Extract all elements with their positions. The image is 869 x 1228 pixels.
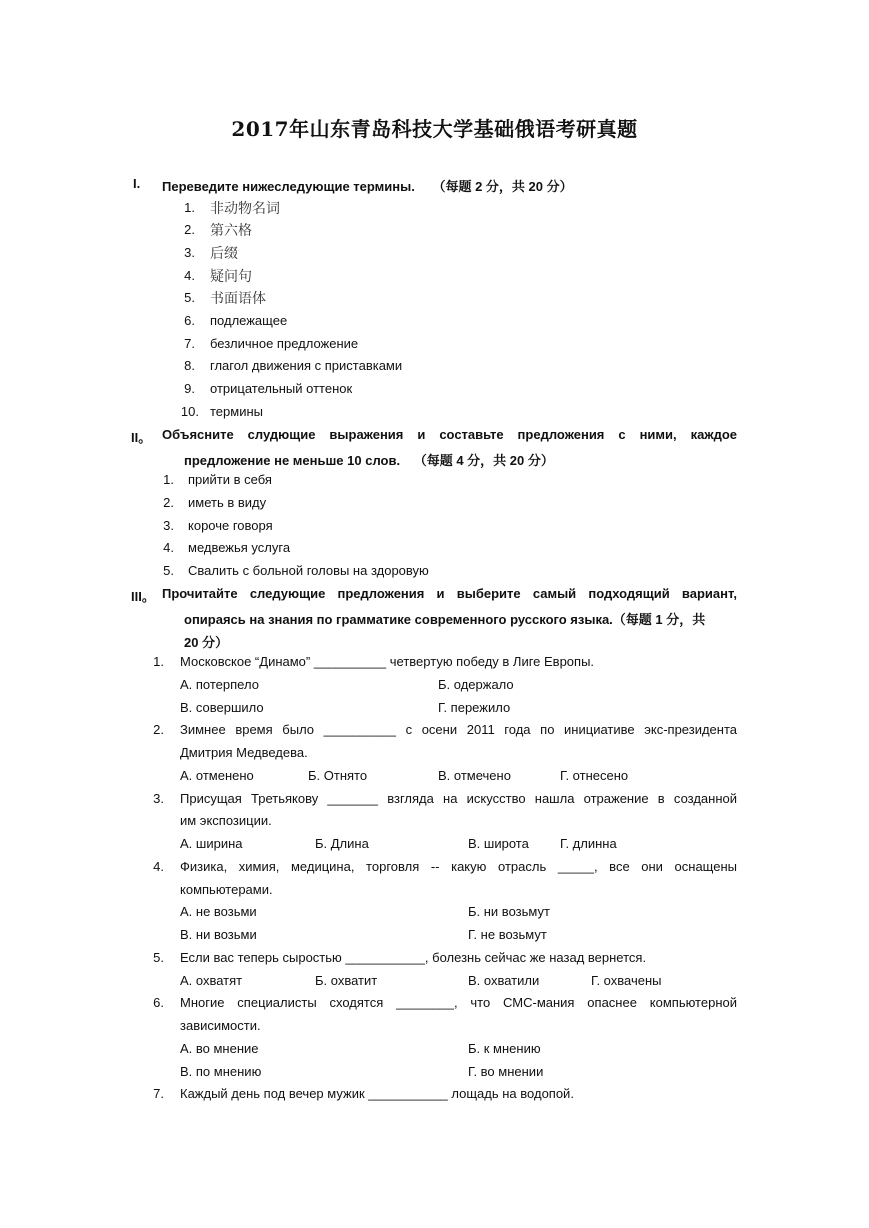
answer-option: А. отменено [180, 768, 254, 783]
answer-option: Б. Длина [315, 836, 369, 851]
list-item: 后缀 [210, 246, 238, 262]
question-text-continued: им экспозиции. [180, 813, 272, 828]
section-2-heading-line1: Объясните слудющие выражения и составьте предложения с ними, каждое [162, 427, 737, 442]
list-item-number: 6. [184, 313, 195, 328]
list-item-number: 2. [163, 495, 174, 510]
answer-option: А. во мнение [180, 1041, 259, 1056]
answer-option: А. ширина [180, 836, 243, 851]
list-item-number: 1. [184, 200, 195, 215]
question-text: Зимнее время было __________ с осени 2011 года по инициативе экс-президента [180, 722, 737, 737]
answer-option: Г. длинна [560, 836, 617, 851]
question-text: Многие специалисты сходятся ________, что СМС-мания опаснее компьютерной [180, 995, 737, 1010]
section-3-heading-line2: опираясь на знания по грамматике современного русского языка.（每题 1 分，共 [184, 612, 706, 627]
question-text: Если вас теперь сыростью ___________, болезнь сейчас же назад вернется. [180, 950, 647, 965]
section-1-heading [162, 176, 573, 195]
section-3-heading-line1: Прочитайте следующие предложения и выберите самый подходящий вариант, [162, 586, 737, 601]
question-text: Физика, химия, медицина, торговля -- какую отрасль _____, все они оснащены [180, 859, 737, 874]
list-item: отрицательный оттенок [210, 381, 353, 396]
list-item: 非动物名词 [210, 201, 280, 217]
section-3-number: III。 [131, 589, 155, 604]
question-number: 2. [153, 722, 164, 737]
list-item-number: 3. [163, 518, 174, 533]
page-title: 2017年山东青岛科技大学基础俄语考研真题 [231, 117, 638, 141]
answer-option: Г. охвачены [591, 973, 662, 988]
answer-option: Г. во мнении [468, 1064, 544, 1079]
question-text-continued: компьютерами. [180, 882, 273, 897]
list-item-number: 4. [184, 268, 195, 283]
question-number: 7. [153, 1086, 164, 1101]
list-item-number: 5. [163, 563, 174, 578]
question-number: 3. [153, 791, 164, 806]
list-item: 书面语体 [210, 291, 266, 307]
list-item-number: 7. [184, 336, 195, 351]
list-item: прийти в себя [188, 472, 272, 487]
answer-option: В. совершило [180, 700, 264, 715]
list-item: подлежащее [210, 313, 288, 328]
answer-option: Б. к мнению [468, 1041, 541, 1056]
answer-option: Г. не возьмут [468, 927, 547, 942]
section-1-score: （每题 2 分，共 20 分） [432, 179, 573, 194]
section-2-score: （每题 4 分，共 20 分） [413, 453, 554, 468]
list-item-number: 2. [184, 222, 195, 237]
list-item-number: 3. [184, 245, 195, 260]
list-item-number: 4. [163, 540, 174, 555]
section-2-instruction: предложение не меньше 10 слов. [184, 453, 401, 468]
section-2-number: II。 [131, 430, 152, 445]
list-item: 第六格 [210, 223, 252, 239]
answer-option: В. широта [468, 836, 529, 851]
list-item-number: 10. [180, 404, 199, 419]
list-item-number: 9. [184, 381, 195, 396]
answer-option: Б. Отнято [308, 768, 368, 783]
answer-option: А. не возьми [180, 904, 257, 919]
section-1-number: I. [133, 176, 141, 191]
question-number: 6. [153, 995, 164, 1010]
answer-option: В. по мнению [180, 1064, 262, 1079]
answer-option: В. охватили [468, 973, 540, 988]
question-text: Московское “Динамо” __________ четвертую победу в Лиге Европы. [180, 654, 595, 669]
answer-option: А. охватят [180, 973, 243, 988]
list-item-number: 1. [163, 472, 174, 487]
section-2-heading-line2 [184, 450, 554, 469]
answer-option: Б. одержало [438, 677, 514, 692]
answer-option: Г. пережило [438, 700, 511, 715]
question-text: Каждый день под вечер мужик ___________ лощадь на водопой. [180, 1086, 574, 1101]
list-item: термины [210, 404, 263, 419]
answer-option: Г. отнесено [560, 768, 629, 783]
question-number: 5. [153, 950, 164, 965]
answer-option: Б. ни возьмут [468, 904, 550, 919]
question-text-continued: зависимости. [180, 1018, 261, 1033]
list-item: Свалить с больной головы на здоровую [188, 563, 429, 578]
list-item-number: 5. [184, 290, 195, 305]
answer-option: В. ни возьми [180, 927, 257, 942]
question-text-continued: Дмитрия Медведева. [180, 745, 308, 760]
answer-option: Б. охватит [315, 973, 378, 988]
list-item: иметь в виду [188, 495, 267, 510]
answer-option: В. отмечено [438, 768, 511, 783]
question-number: 4. [153, 859, 164, 874]
list-item: короче говоря [188, 518, 273, 533]
section-1-instruction: Переведите нижеследующие термины. [162, 179, 415, 194]
question-number: 1. [153, 654, 164, 669]
section-3-heading-line3: 20 分） [184, 635, 229, 650]
list-item: 疑问句 [210, 269, 252, 285]
list-item: безличное предложение [210, 336, 359, 351]
list-item: глагол движения с приставками [210, 358, 403, 373]
answer-option: А. потерпело [180, 677, 259, 692]
list-item: медвежья услуга [188, 540, 291, 555]
question-text: Присущая Третьякову _______ взгляда на искусство нашла отражение в созданной [180, 791, 737, 806]
list-item-number: 8. [184, 358, 195, 373]
